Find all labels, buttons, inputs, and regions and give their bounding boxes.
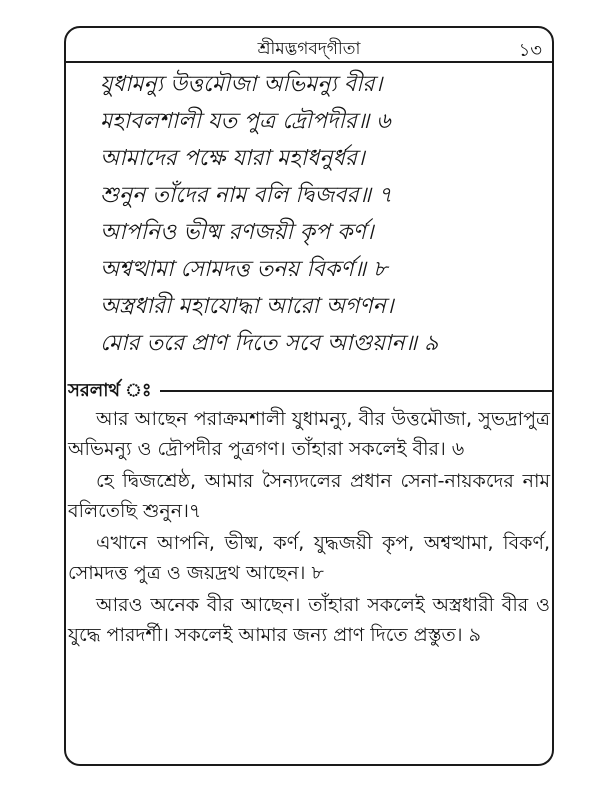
page-header (66, 34, 552, 60)
meaning-paragraph (68, 466, 550, 526)
paragraph-text: হে দ্বিজশ্রেষ্ঠ, আমার সৈন্যদলের প্রধান সেনা-নায়কদের নাম বলিতেছি শুনুন।৭ (68, 470, 550, 522)
book-title: শ্রীমদ্ভগবদ্‌গীতা (257, 39, 361, 59)
meaning-divider (160, 390, 554, 392)
meaning-paragraph (68, 404, 550, 464)
page-number: ১৩ (518, 40, 542, 61)
meaning-block (68, 404, 550, 652)
verse-line: অশ্বত্থামা সোমদত্ত তনয় বিকর্ণ॥ ৮ (100, 257, 388, 282)
verse-line: মহাবলশালী যত পুত্র দ্রৌপদীর॥ ৬ (100, 109, 391, 134)
verse-line: আমাদের পক্ষে যারা মহাধনুর্ধর। (100, 146, 365, 171)
verse-line: যুধামন্যু উত্তমৌজা অভিমন্যু বীর। (100, 72, 383, 97)
meaning-paragraph (68, 590, 550, 650)
header-divider (66, 61, 552, 63)
verse-line: অস্ত্রধারী মহাযোদ্ধা আরো অগণন। (100, 294, 394, 319)
paragraph-text: আর আছেন পরাক্রমশালী যুধামন্যু, বীর উত্তমৌজা, সুভদ্রাপুত্র অভিমন্যু ও দ্রৌপদীর পুত্রগণ। তাঁহারা সকলেই বীর। ৬ (68, 408, 550, 460)
verse-line: আপনিও ভীষ্ম রণজয়ী কৃপ কর্ণ। (100, 220, 374, 245)
paragraph-text: আরও অনেক বীর আছেন। তাঁহারা সকলেই অস্ত্রধারী বীর ও যুদ্ধে পারদর্শী। সকলেই আমার জন্য প্রাণ দিতে প্রস্তুত। ৯ (68, 594, 550, 646)
meaning-paragraph (68, 528, 550, 588)
verse-line: শুনুন তাঁদের নাম বলি দ্বিজবর॥ ৭ (100, 183, 393, 208)
paragraph-text: এখানে আপনি, ভীষ্ম, কর্ণ, যুদ্ধজয়ী কৃপ, অশ্বত্থামা, বিকর্ণ, সোমদত্ত পুত্র ও জয়দ্রথ আছেন। ৮ (68, 532, 550, 584)
meaning-heading: সরলার্থ ঃ (68, 376, 156, 407)
verse-line: মোর তরে প্রাণ দিতে সবে আগুয়ান॥ ৯ (100, 331, 439, 356)
verse-block (100, 66, 550, 362)
